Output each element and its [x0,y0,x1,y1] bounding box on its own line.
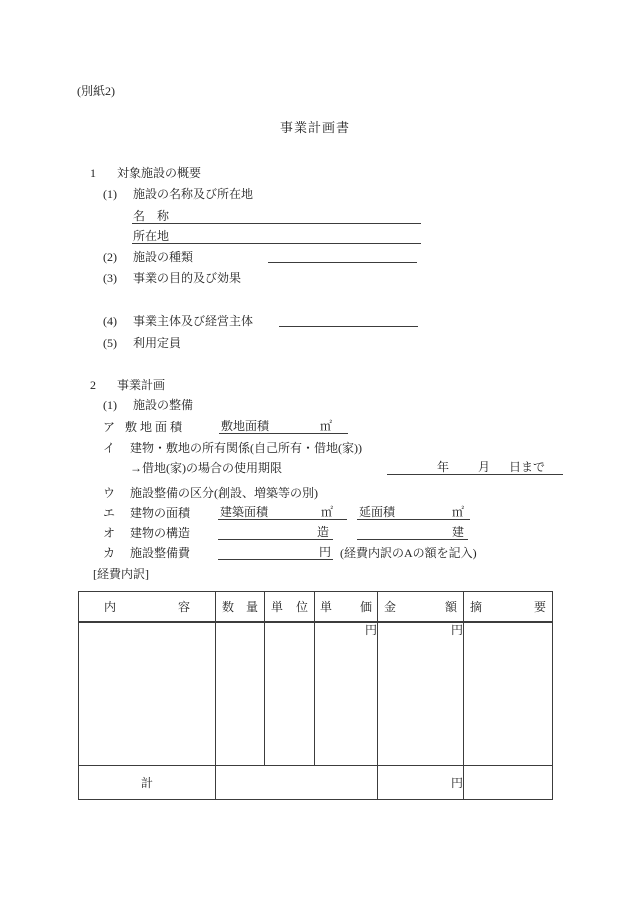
col-header-unit-price-char1: 単 [320,599,333,614]
body-cell-amount[interactable] [378,622,464,766]
total-amount-cell[interactable] [378,766,464,800]
col-header-unit [265,592,315,623]
facility-cost-field[interactable] [218,545,333,560]
item-o-label: 建物の構造 [130,526,191,540]
col-header-unit-char2: 位 [295,599,308,614]
cost-breakdown-table [78,591,553,800]
structure-floors-field[interactable] [357,525,468,540]
col-header-unit-price [315,592,378,623]
item1-number: (1) [103,187,117,201]
total-floor-area-unit: ㎡ [451,505,464,519]
item-a-number: ア [103,420,116,434]
building-area-unit: ㎡ [320,505,333,519]
total-label: 計 [140,775,153,790]
body-cell-remarks[interactable] [464,622,553,766]
col-header-quantity [216,592,265,623]
total-floor-area-field[interactable] [357,505,470,520]
sub1-number: (1) [103,398,117,412]
body-cell-content[interactable] [79,622,216,766]
col-header-unit-char1: 単 [271,599,284,614]
col-header-amount [378,592,464,623]
col-header-remarks [464,592,553,623]
facility-address-label: 所在地 [133,229,170,243]
lease-year-label: 年 [437,460,450,474]
item1-label: 施設の名称及び所在地 [133,187,254,201]
item-i-sub-label: →借地(家)の場合の使用期限 [130,461,282,475]
section1-heading: 対象施設の概要 [117,166,202,180]
facility-address-field[interactable] [132,229,421,244]
structure-floors-suffix: 建 [451,525,464,539]
col-header-unit-price-char2: 価 [359,599,372,614]
facility-cost-note: (経費内訳のAの額を記入) [340,546,477,560]
item4-label: 事業主体及び経営主体 [133,314,254,328]
total-amount-currency-label: 円 [450,775,463,790]
col-header-quantity-char1: 数 [222,599,235,614]
cost-table-total-row [79,766,553,800]
col-header-amount-char2: 額 [444,599,457,614]
unit-price-currency-label: 円 [364,623,377,637]
building-area-field[interactable] [218,505,347,520]
facility-name-field[interactable] [132,209,421,224]
item-e-number: エ [103,506,116,520]
section1-number: 1 [90,166,96,180]
cost-breakdown-heading: [経費内訳] [93,567,149,581]
structure-type-field[interactable] [218,525,333,540]
facility-name-label: 名 称 [133,209,170,223]
col-header-amount-char1: 金 [384,599,397,614]
item5-number: (5) [103,336,117,350]
item-a-label: 敷 地 面 積 [125,420,183,434]
item5-label: 利用定員 [133,336,182,350]
col-header-content [79,592,216,623]
body-cell-quantity[interactable] [216,622,265,766]
item-ka-label: 施設整備費 [130,546,191,560]
page-title: 事業計画書 [279,120,350,135]
lease-day-label: 日まで [509,460,546,474]
structure-type-suffix: 造 [316,525,329,539]
total-remarks-cell[interactable] [464,766,553,800]
item-i-number: イ [103,441,116,455]
facility-type-field[interactable] [268,248,417,263]
body-cell-unit[interactable] [265,622,315,766]
lease-month-label: 月 [478,460,491,474]
item3-number: (3) [103,271,117,285]
site-area-field-label: 敷地面積 [221,419,270,433]
col-header-content-char2: 容 [177,599,190,614]
item-u-number: ウ [103,486,116,500]
item-o-number: オ [103,526,116,540]
operating-entity-field[interactable] [279,312,418,327]
item-e-label: 建物の面積 [130,506,191,520]
total-floor-area-field-label: 延面積 [359,505,396,519]
body-cell-unit-price[interactable] [315,622,378,766]
item-i-label: 建物・敷地の所有関係(自己所有・借地(家)) [130,441,362,455]
site-area-field[interactable] [219,419,348,434]
col-header-content-char1: 内 [104,599,117,614]
section2-number: 2 [90,378,96,392]
site-area-unit: ㎡ [319,419,332,433]
item2-number: (2) [103,250,117,264]
total-label-cell [79,766,216,800]
item4-number: (4) [103,314,117,328]
cost-table-body-row [79,622,553,766]
building-area-field-label: 建築面積 [220,505,269,519]
attachment-note: (別紙2) [77,84,115,98]
item-ka-number: カ [103,546,116,560]
col-header-remarks-char1: 摘 [470,599,483,614]
col-header-quantity-char2: 量 [245,599,258,614]
cost-table-header-row [79,592,553,623]
item-u-label: 施設整備の区分(創設、増築等の別) [130,486,318,500]
total-merged-cell[interactable] [216,766,378,800]
amount-currency-label: 円 [450,623,463,637]
col-header-remarks-char2: 要 [533,599,546,614]
lease-period-field[interactable] [387,460,563,475]
section2-heading: 事業計画 [117,378,166,392]
item2-label: 施設の種類 [133,250,194,264]
facility-cost-currency: 円 [318,545,331,559]
item3-label: 事業の目的及び効果 [133,271,242,285]
sub1-label: 施設の整備 [133,398,194,412]
